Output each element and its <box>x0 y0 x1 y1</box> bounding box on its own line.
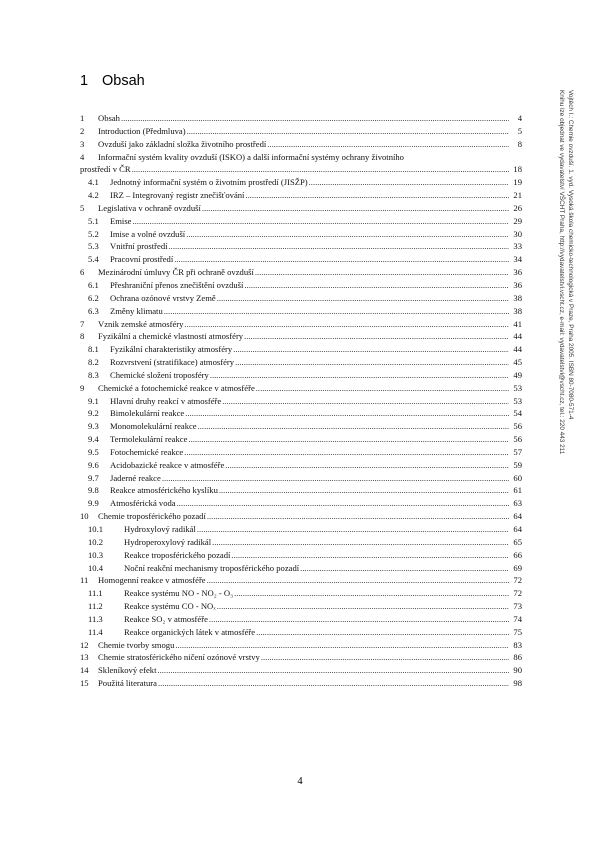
toc-entry-page: 30 <box>513 228 522 239</box>
toc-entry-page: 19 <box>513 177 522 188</box>
toc-entry-number: 9 <box>80 382 85 393</box>
toc-heading <box>80 73 145 89</box>
toc-entry-page: 53 <box>513 395 522 406</box>
toc-entry-page: 44 <box>513 344 522 355</box>
toc-entry-number: 9.5 <box>88 446 99 457</box>
toc-leader-dots <box>175 639 509 652</box>
toc-entry[interactable] <box>80 639 522 652</box>
toc-entry-number: 5 <box>80 202 85 213</box>
toc-entry-page: 41 <box>513 318 522 329</box>
toc-leader-dots <box>233 343 509 356</box>
toc-entry-page: 90 <box>513 665 522 676</box>
toc-entry-number: 9.6 <box>88 459 99 470</box>
toc-entry-number: 9.7 <box>88 472 99 483</box>
toc-entry-number: 10.2 <box>88 536 104 547</box>
toc-leader-dots <box>186 228 509 241</box>
toc-entry[interactable] <box>80 176 522 189</box>
toc-entry-number: 9.4 <box>88 434 99 445</box>
toc-entry-number: 13 <box>80 652 89 663</box>
toc-leader-dots <box>222 395 509 408</box>
toc-entry-title: Acidobazické reakce v atmosféře <box>110 459 225 470</box>
toc-entry[interactable] <box>80 343 522 356</box>
toc-entry-title: Chemické a fotochemické reakce v atmosféře <box>98 382 255 393</box>
toc-entry-number: 6 <box>80 267 85 278</box>
toc-entry-number: 9.8 <box>88 485 99 496</box>
toc-leader-dots <box>219 484 509 497</box>
toc-entry[interactable] <box>80 163 522 176</box>
toc-entry-page: 61 <box>513 485 522 496</box>
toc-entry[interactable] <box>80 523 522 536</box>
toc-entry[interactable] <box>80 125 522 138</box>
toc-entry-title: Změny klimatu <box>110 305 163 316</box>
toc-entry[interactable] <box>80 253 522 266</box>
toc-entry[interactable] <box>80 407 522 420</box>
toc-entry[interactable] <box>80 395 522 408</box>
toc-leader-dots <box>244 279 509 292</box>
toc-entry[interactable] <box>80 292 522 305</box>
toc-entry-page: 56 <box>513 421 522 432</box>
toc-entry-title: Informační systém kvality ovzduší (ISKO) a další informační systémy ochrany životního <box>98 151 404 162</box>
toc-entry-number: 11 <box>80 575 89 586</box>
toc-leader-dots <box>210 369 509 382</box>
toc-entry-page: 64 <box>513 511 522 522</box>
toc-entry[interactable] <box>80 215 522 228</box>
toc-entry[interactable] <box>80 472 522 485</box>
side-note <box>558 90 584 455</box>
toc-entry-page: 75 <box>513 626 522 637</box>
toc-entry-page: 4 <box>517 113 522 123</box>
toc-entry[interactable] <box>80 459 522 472</box>
toc-entry[interactable] <box>80 420 522 433</box>
toc-entry-number: 6.3 <box>88 305 99 316</box>
toc-entry-page: 36 <box>513 279 522 290</box>
toc-entry[interactable] <box>80 664 522 677</box>
toc-leader-dots <box>231 549 509 562</box>
toc-entry[interactable] <box>80 433 522 446</box>
toc-entry-page: 69 <box>513 562 522 573</box>
toc-entry-number: 14 <box>80 665 89 676</box>
toc-entry-title: Hlavní druhy reakcí v atmosféře <box>110 395 222 406</box>
toc-entry-title: Fyzikální a chemické vlastnosti atmosféry <box>98 331 244 342</box>
toc-entry-number: 12 <box>80 639 89 650</box>
toc-entry-number: 1 <box>80 113 85 123</box>
toc-entry-page: 72 <box>513 575 522 586</box>
toc-entry-page: 54 <box>513 408 522 419</box>
toc-leader-dots <box>256 382 509 395</box>
toc-entry-number: 10.4 <box>88 562 104 573</box>
toc-entry-title: prostředí v ČR <box>80 164 131 175</box>
toc-entry-title: Introduction (Předmluva) <box>98 125 186 136</box>
toc-leader-dots <box>188 433 509 446</box>
toc-entry-title: Reakce SO₂ v atmosféře <box>124 613 208 624</box>
toc-entry-title: Fotochemické reakce <box>110 446 184 457</box>
toc-entry[interactable] <box>80 562 522 575</box>
toc-entry-number: 6.1 <box>88 279 99 290</box>
toc-entry[interactable] <box>80 446 522 459</box>
toc-entry-number: 3 <box>80 138 85 149</box>
side-note-line-2: Knihu lze objednat ve vydavatelství VŠCHT Praha, http://vydavatelstvi.vscht.cz, e-mail: vydavatelstvi@vscht.cz, tel.: 220 443 211 <box>558 90 566 455</box>
toc-leader-dots <box>164 305 509 318</box>
toc-entry[interactable] <box>80 228 522 241</box>
toc-entry-number: 5.3 <box>88 241 99 252</box>
toc-leader-dots <box>245 189 509 202</box>
toc-entry-number: 4.2 <box>88 190 99 201</box>
toc-entry-page: 38 <box>513 292 522 303</box>
toc-entry-page: 83 <box>513 639 522 650</box>
toc-entry-number: 4 <box>80 151 85 162</box>
toc-entry-number: 4.1 <box>88 177 99 188</box>
toc-leader-dots <box>202 202 509 215</box>
toc-entry-number: 11.4 <box>88 626 103 637</box>
toc-entry-page: 60 <box>513 472 522 483</box>
toc-entry-number: 9.2 <box>88 408 99 419</box>
toc-entry-number: 11.2 <box>88 601 103 612</box>
toc-entry-title: Emise <box>110 215 132 226</box>
toc-entry-title: Mezinárodní úmluvy ČR při ochraně ovzduší <box>98 267 254 278</box>
toc-entry[interactable] <box>80 549 522 562</box>
toc-leader-dots <box>217 292 509 305</box>
toc-leader-dots <box>225 459 509 472</box>
side-note-line-1: Vojtěch I.: Chemie ovzduší. 1. vyd. Vysoká škola chemicko-technologická v Praze, Praha 2005. ISBN 80-7080-571-4 <box>567 90 574 420</box>
toc-leader-dots <box>162 472 509 485</box>
toc-entry[interactable] <box>80 138 522 151</box>
toc-entry-title: Vnitřní prostředí <box>110 241 168 252</box>
table-of-contents <box>80 112 522 690</box>
toc-entry-title: IRZ – Integrovaný registr znečišťování <box>110 190 245 201</box>
toc-leader-dots <box>184 318 509 331</box>
toc-leader-dots <box>244 330 509 343</box>
toc-entry-title: Použitá literatura <box>98 678 157 689</box>
toc-leader-dots <box>212 536 509 549</box>
toc-entry-number: 8.3 <box>88 369 99 380</box>
toc-entry-title: Ovzduší jako základní složka životního prostředí <box>98 138 267 149</box>
toc-entry-page: 86 <box>513 652 522 663</box>
toc-leader-dots <box>207 510 509 523</box>
toc-entry[interactable] <box>80 369 522 382</box>
toc-leader-dots <box>235 356 509 369</box>
toc-entry-number: 10 <box>80 511 89 522</box>
toc-entry[interactable] <box>80 677 522 690</box>
toc-entry[interactable] <box>80 587 522 600</box>
toc-entry-title: Imise a volné ovzduší <box>110 228 186 239</box>
toc-entry-title: Hydroperoxylový radikál <box>124 536 212 547</box>
toc-entry-title: Přeshraniční přenos znečištění ovzduší <box>110 279 244 290</box>
toc-leader-dots <box>187 125 509 138</box>
toc-entry-number: 2 <box>80 125 85 136</box>
toc-entry[interactable] <box>80 600 522 613</box>
toc-entry-number: 9.9 <box>88 498 99 509</box>
toc-entry[interactable] <box>80 484 522 497</box>
toc-entry-title: Chemické složení troposféry <box>110 369 209 380</box>
toc-entry[interactable] <box>80 112 522 125</box>
toc-entry-title: Atmosférická voda <box>110 498 176 509</box>
toc-entry-page: 73 <box>513 601 522 612</box>
toc-entry-page: 38 <box>513 305 522 316</box>
toc-entry-page: 34 <box>513 254 522 265</box>
toc-entry-title: Monomolekulární reakce <box>110 421 197 432</box>
toc-entry[interactable] <box>80 151 522 164</box>
toc-entry-number: 5.2 <box>88 228 99 239</box>
toc-entry-number: 15 <box>80 678 89 689</box>
toc-entry-page: 36 <box>513 267 522 278</box>
toc-entry-title: Pracovní prostředí <box>110 254 174 265</box>
toc-entry[interactable] <box>80 240 522 253</box>
toc-entry-page: 8 <box>517 138 522 149</box>
toc-entry-title: Jaderné reakce <box>110 472 161 483</box>
toc-entry-page: 21 <box>513 190 522 201</box>
toc-entry-title: Bimolekulární reakce <box>110 408 185 419</box>
toc-entry-title: Obsah <box>98 113 120 123</box>
toc-entry-page: 26 <box>513 202 522 213</box>
toc-entry-title: Vznik zemské atmosféry <box>98 318 184 329</box>
toc-entry-title: Reakce systému CO - NOₓ <box>124 601 216 612</box>
toc-entry-number: 11.3 <box>88 613 103 624</box>
toc-entry-page: 45 <box>513 357 522 368</box>
toc-leader-dots <box>121 112 509 125</box>
toc-entry-page: 65 <box>513 536 522 547</box>
toc-leader-dots <box>132 215 509 228</box>
toc-leader-dots <box>217 600 509 613</box>
toc-entry-title: Noční reakční mechanismy troposférického pozadí <box>124 562 300 573</box>
toc-entry-number: 10.3 <box>88 549 104 560</box>
toc-entry-page: 59 <box>513 459 522 470</box>
toc-entry[interactable] <box>80 626 522 639</box>
toc-entry-number: 8 <box>80 331 85 342</box>
toc-entry-page: 56 <box>513 434 522 445</box>
toc-entry-page: 98 <box>513 678 522 689</box>
toc-entry[interactable] <box>80 613 522 626</box>
toc-leader-dots <box>234 587 509 600</box>
toc-entry-number: 8.1 <box>88 344 99 355</box>
toc-entry-page: 64 <box>513 524 522 534</box>
toc-entry-page: 5 <box>517 125 522 136</box>
toc-entry[interactable] <box>80 305 522 318</box>
toc-leader-dots <box>207 574 509 587</box>
toc-entry-title: Reakce systému NO - NO₂ - O₃ <box>124 588 234 599</box>
toc-entry-page: 44 <box>513 331 522 342</box>
toc-leader-dots <box>132 163 509 176</box>
toc-leader-dots <box>309 176 509 189</box>
toc-entry[interactable] <box>80 330 522 343</box>
toc-entry[interactable] <box>80 189 522 202</box>
toc-entry-number: 5.4 <box>88 254 99 265</box>
toc-entry[interactable] <box>80 651 522 664</box>
toc-leader-dots <box>256 626 509 639</box>
side-note-text <box>557 90 574 454</box>
toc-entry[interactable] <box>80 497 522 510</box>
toc-entry[interactable] <box>80 318 522 331</box>
toc-entry[interactable] <box>80 536 522 549</box>
toc-entry[interactable] <box>80 382 522 395</box>
toc-entry-page: 66 <box>513 549 522 560</box>
toc-entry[interactable] <box>80 266 522 279</box>
toc-leader-dots <box>198 420 509 433</box>
toc-entry-page: 33 <box>513 241 522 252</box>
toc-entry-title: Legislativa v ochraně ovzduší <box>98 202 201 213</box>
toc-entry-title: Fyzikální charakteristiky atmosféry <box>110 344 233 355</box>
toc-entry-number: 6.2 <box>88 292 99 303</box>
toc-leader-dots <box>209 613 509 626</box>
toc-entry-title: Hydroxylový radikál <box>124 524 196 534</box>
page-number: 4 <box>297 776 303 787</box>
toc-entry-title: Reakce troposférického pozadí <box>124 549 231 560</box>
toc-entry-page: 57 <box>513 446 522 457</box>
toc-entry-number: 7 <box>80 318 85 329</box>
toc-entry-number: 10.1 <box>88 524 104 534</box>
toc-leader-dots <box>197 523 509 536</box>
toc-entry-title: Ochrana ozónové vrstvy Země <box>110 292 216 303</box>
toc-leader-dots <box>157 664 509 677</box>
toc-entry-title: Chemie stratosférického ničení ozónové vrstvy <box>98 652 260 663</box>
toc-entry[interactable] <box>80 510 522 523</box>
toc-entry-page: 53 <box>513 382 522 393</box>
toc-entry-number: 11.1 <box>88 588 103 599</box>
toc-entry[interactable] <box>80 202 522 215</box>
toc-leader-dots <box>184 446 509 459</box>
toc-leader-dots <box>300 562 509 575</box>
toc-entry-title: Skleníkový efekt <box>98 665 157 676</box>
toc-entry[interactable] <box>80 574 522 587</box>
toc-leader-dots <box>261 651 509 664</box>
toc-entry-number: 9.3 <box>88 421 99 432</box>
toc-entry-page: 29 <box>513 215 522 226</box>
toc-entry-title: Reakce organických látek v atmosféře <box>124 626 256 637</box>
toc-entry-number: 5.1 <box>88 215 99 226</box>
toc-entry-title: Jednotný informační systém o životním prostředí (JISŽP) <box>110 177 308 188</box>
toc-entry-page: 49 <box>513 369 522 380</box>
toc-entry[interactable] <box>80 356 522 369</box>
toc-entry-title: Rozvrstvení (stratifikace) atmosféry <box>110 357 235 368</box>
heading-title: Obsah <box>102 73 145 89</box>
heading-number: 1 <box>80 73 89 89</box>
toc-leader-dots <box>158 677 509 690</box>
toc-entry-title: Chemie tvorby smogu <box>98 639 175 650</box>
toc-leader-dots <box>174 253 509 266</box>
toc-entry-page: 18 <box>513 164 522 175</box>
toc-entry-page: 74 <box>513 613 522 624</box>
toc-entry-number: 9.1 <box>88 395 99 406</box>
toc-leader-dots <box>169 240 509 253</box>
toc-leader-dots <box>177 497 509 510</box>
toc-entry-title: Reakce atmosférického kyslíku <box>110 485 218 496</box>
toc-leader-dots <box>267 138 509 151</box>
toc-entry[interactable] <box>80 279 522 292</box>
toc-entry-page: 72 <box>513 588 522 599</box>
toc-entry-number: 8.2 <box>88 357 99 368</box>
toc-entry-title: Chemie troposférického pozadí <box>98 511 206 522</box>
toc-entry-title: Termolekulární reakce <box>110 434 188 445</box>
toc-entry-title: Homogenní reakce v atmosféře <box>98 575 206 586</box>
toc-leader-dots <box>185 407 509 420</box>
toc-leader-dots <box>255 266 509 279</box>
toc-entry-page: 63 <box>513 498 522 509</box>
